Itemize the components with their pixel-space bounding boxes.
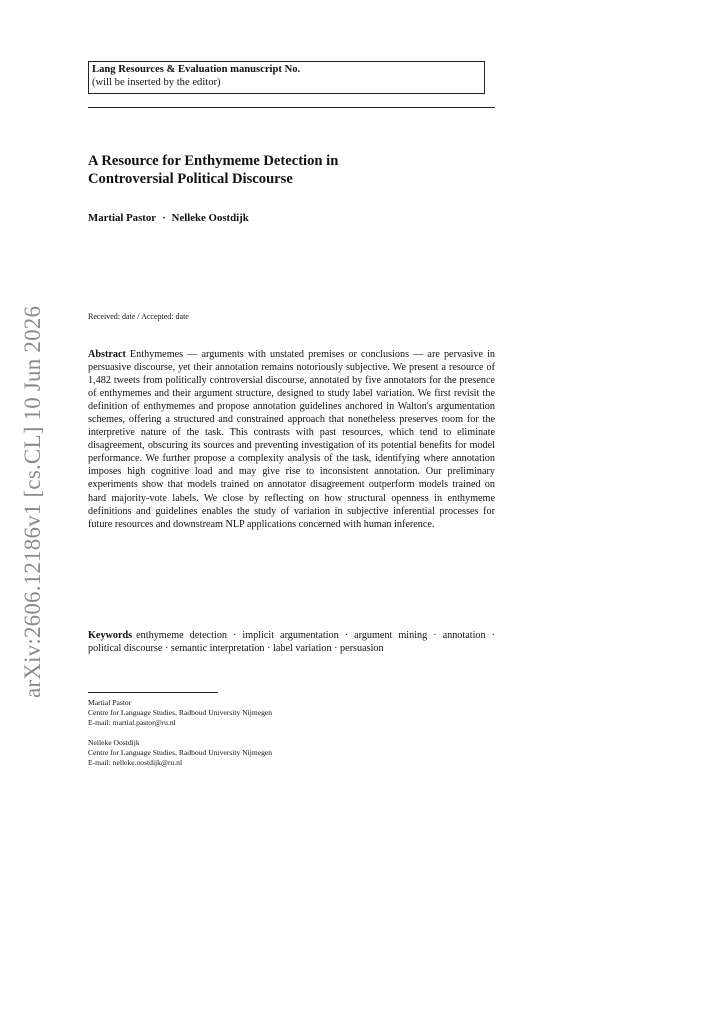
affiliation-email: E-mail: nelleke.oostdijk@ru.nl: [88, 758, 183, 767]
keywords: [88, 629, 495, 655]
affiliation-name: Martial Pastor: [88, 698, 132, 707]
abstract-label: Abstract: [88, 349, 126, 360]
abstract: [88, 348, 495, 531]
arxiv-identifier-svg: [12, 300, 52, 700]
paper-title-line-1: A Resource for Enthymeme Detection in: [88, 153, 339, 169]
arxiv-identifier-text: arXiv:2606.12186v1 [cs.CL] 10 Jun 2026: [20, 305, 45, 698]
footnote-divider: [88, 692, 218, 693]
paper-title-line-2: Controversial Political Discourse: [88, 171, 293, 187]
author-name: Nelleke Oostdijk: [171, 212, 249, 224]
abstract-text: Enthymemes — arguments with unstated premises or conclusions — are pervasive in persuasive discourse, yet their annotation remains notoriously subjective. We present a resource of 1,482 tweets from politically controversial discourse, annotated by five annotators for the presence of enthymemes and their argument structure, designed to study label variation. We first revisit the definition of enthymemes and propose annotation guidelines anchored in Walton's argumentation schemes, offering a structured and constrained approach that nonetheless preserves room for the interpretive nature of the task. This contrasts with past resources, which tend to eliminate disagreement, obscuring its sources and preventing investigation of its potential benefits for model performance. We further propose a complexity analysis of the task, identifying where annotation imposes high cognitive load and may give rise to inconsistent annotation. Our preliminary experiments show that models trained on annotator disagreement outperform models trained on hard majority-vote labels. We close by reflecting on how structural openness in enthymeme definitions and guidelines enables the study of variation in subjective inferential processes for future resources and downstream NLP applications concerned with human inference.: [88, 349, 495, 530]
author-separator: ·: [162, 212, 166, 224]
journal-name: Lang Resources & Evaluation manuscript No.: [92, 64, 301, 75]
author-name: Martial Pastor: [88, 212, 157, 224]
author-list: [88, 212, 495, 224]
affiliation-institution: Centre for Language Studies, Radboud University Nijmegen: [88, 708, 273, 717]
paper-title: [88, 152, 508, 188]
affiliation-block: [88, 738, 495, 768]
affiliation-block: [88, 698, 495, 728]
affiliation-institution: Centre for Language Studies, Radboud University Nijmegen: [88, 748, 273, 757]
editor-note: (will be inserted by the editor): [92, 76, 221, 88]
affiliation-name: Nelleke Oostdijk: [88, 738, 140, 747]
manuscript-info-box: [88, 61, 485, 94]
arxiv-identifier: [12, 300, 52, 700]
received-date: Received: date / Accepted: date: [88, 312, 189, 321]
keywords-text: enthymeme detection · implicit argumentation · argument mining · annotation · political discourse · semantic interpretation · label variation · persuasion: [88, 630, 495, 655]
affiliation-email: E-mail: martial.pastor@ru.nl: [88, 718, 176, 727]
header-divider: [88, 107, 495, 108]
keywords-label: Keywords: [88, 630, 133, 641]
